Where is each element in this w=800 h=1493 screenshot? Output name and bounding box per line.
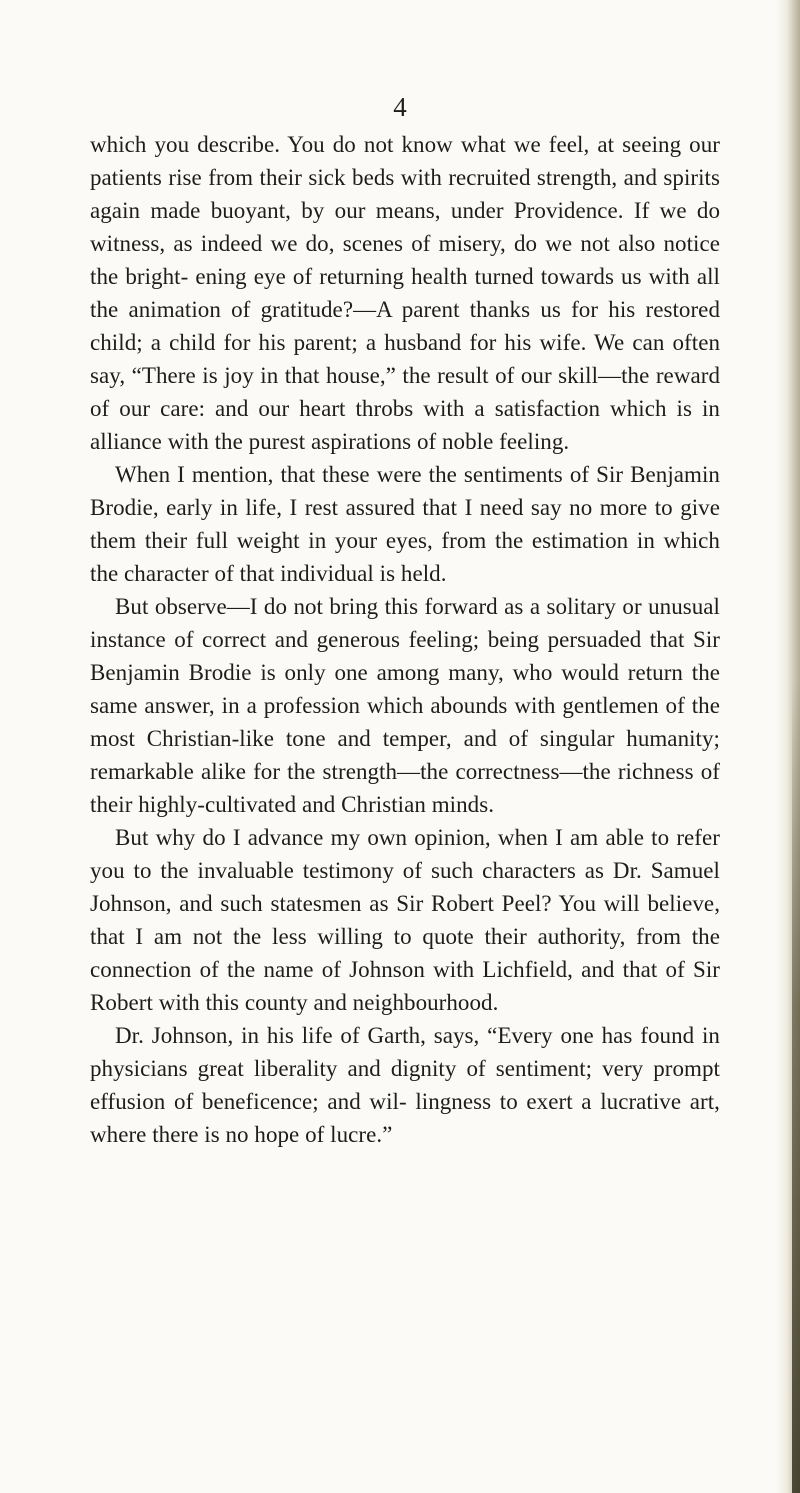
paragraph-1: which you describe. You do not know what we feel, at seeing our patients rise from their sick beds with recruited strength, and spirits again made buoyant, by our means, under Providence. If we do witness, as indeed we do, scenes of misery, do we not also notice the bright- ening eye of returning health turned towards us with all the animation of gratitude?—A parent thanks us for his restored child; a child for his parent; a husband for his wife. We can often say, “There is joy in that house,” the result of our skill—the reward of our care: and our heart throbs with a satisfaction which is in alliance with the purest aspirations of noble feeling. [90,132,720,454]
paragraph-2: When I mention, that these were the sentiments of Sir Benjamin Brodie, early in life, I rest assured that I need say no more to give them their full weight in your eyes, from the estimation in which the character of that individual is held. [90,462,720,586]
paragraph-3: But observe—I do not bring this forward as a solitary or unusual instance of correct and generous feeling; being persuaded that Sir Benjamin Brodie is only one among many, who would return the same answer, in a profession which abounds with gentlemen of the most Christian-like tone and temper, and of singular humanity; remarkable alike for the strength—the correctness—the richness of their highly-cultivated and Christian minds. [90,594,720,817]
paragraph-5: Dr. Johnson, in his life of Garth, says, “Every one has found in physicians great liberality and dignity of sentiment; very prompt effusion of beneficence; and wil- lingness to exert a lucrative art, where there is no hope of lucre.” [90,1023,720,1147]
body-text [90,128,720,1151]
paragraph-4: But why do I advance my own opinion, when I am able to refer you to the invaluable testimony of such characters as Dr. Samuel Johnson, and such statesmen as Sir Robert Peel? You will believe, that I am not the less willing to quote their authority, from the connection of the name of Johnson with Lichfield, and that of Sir Robert with this county and neighbourhood. [90,825,720,1015]
page-edge-binding [792,680,800,1493]
page-number: 4 [393,92,407,122]
